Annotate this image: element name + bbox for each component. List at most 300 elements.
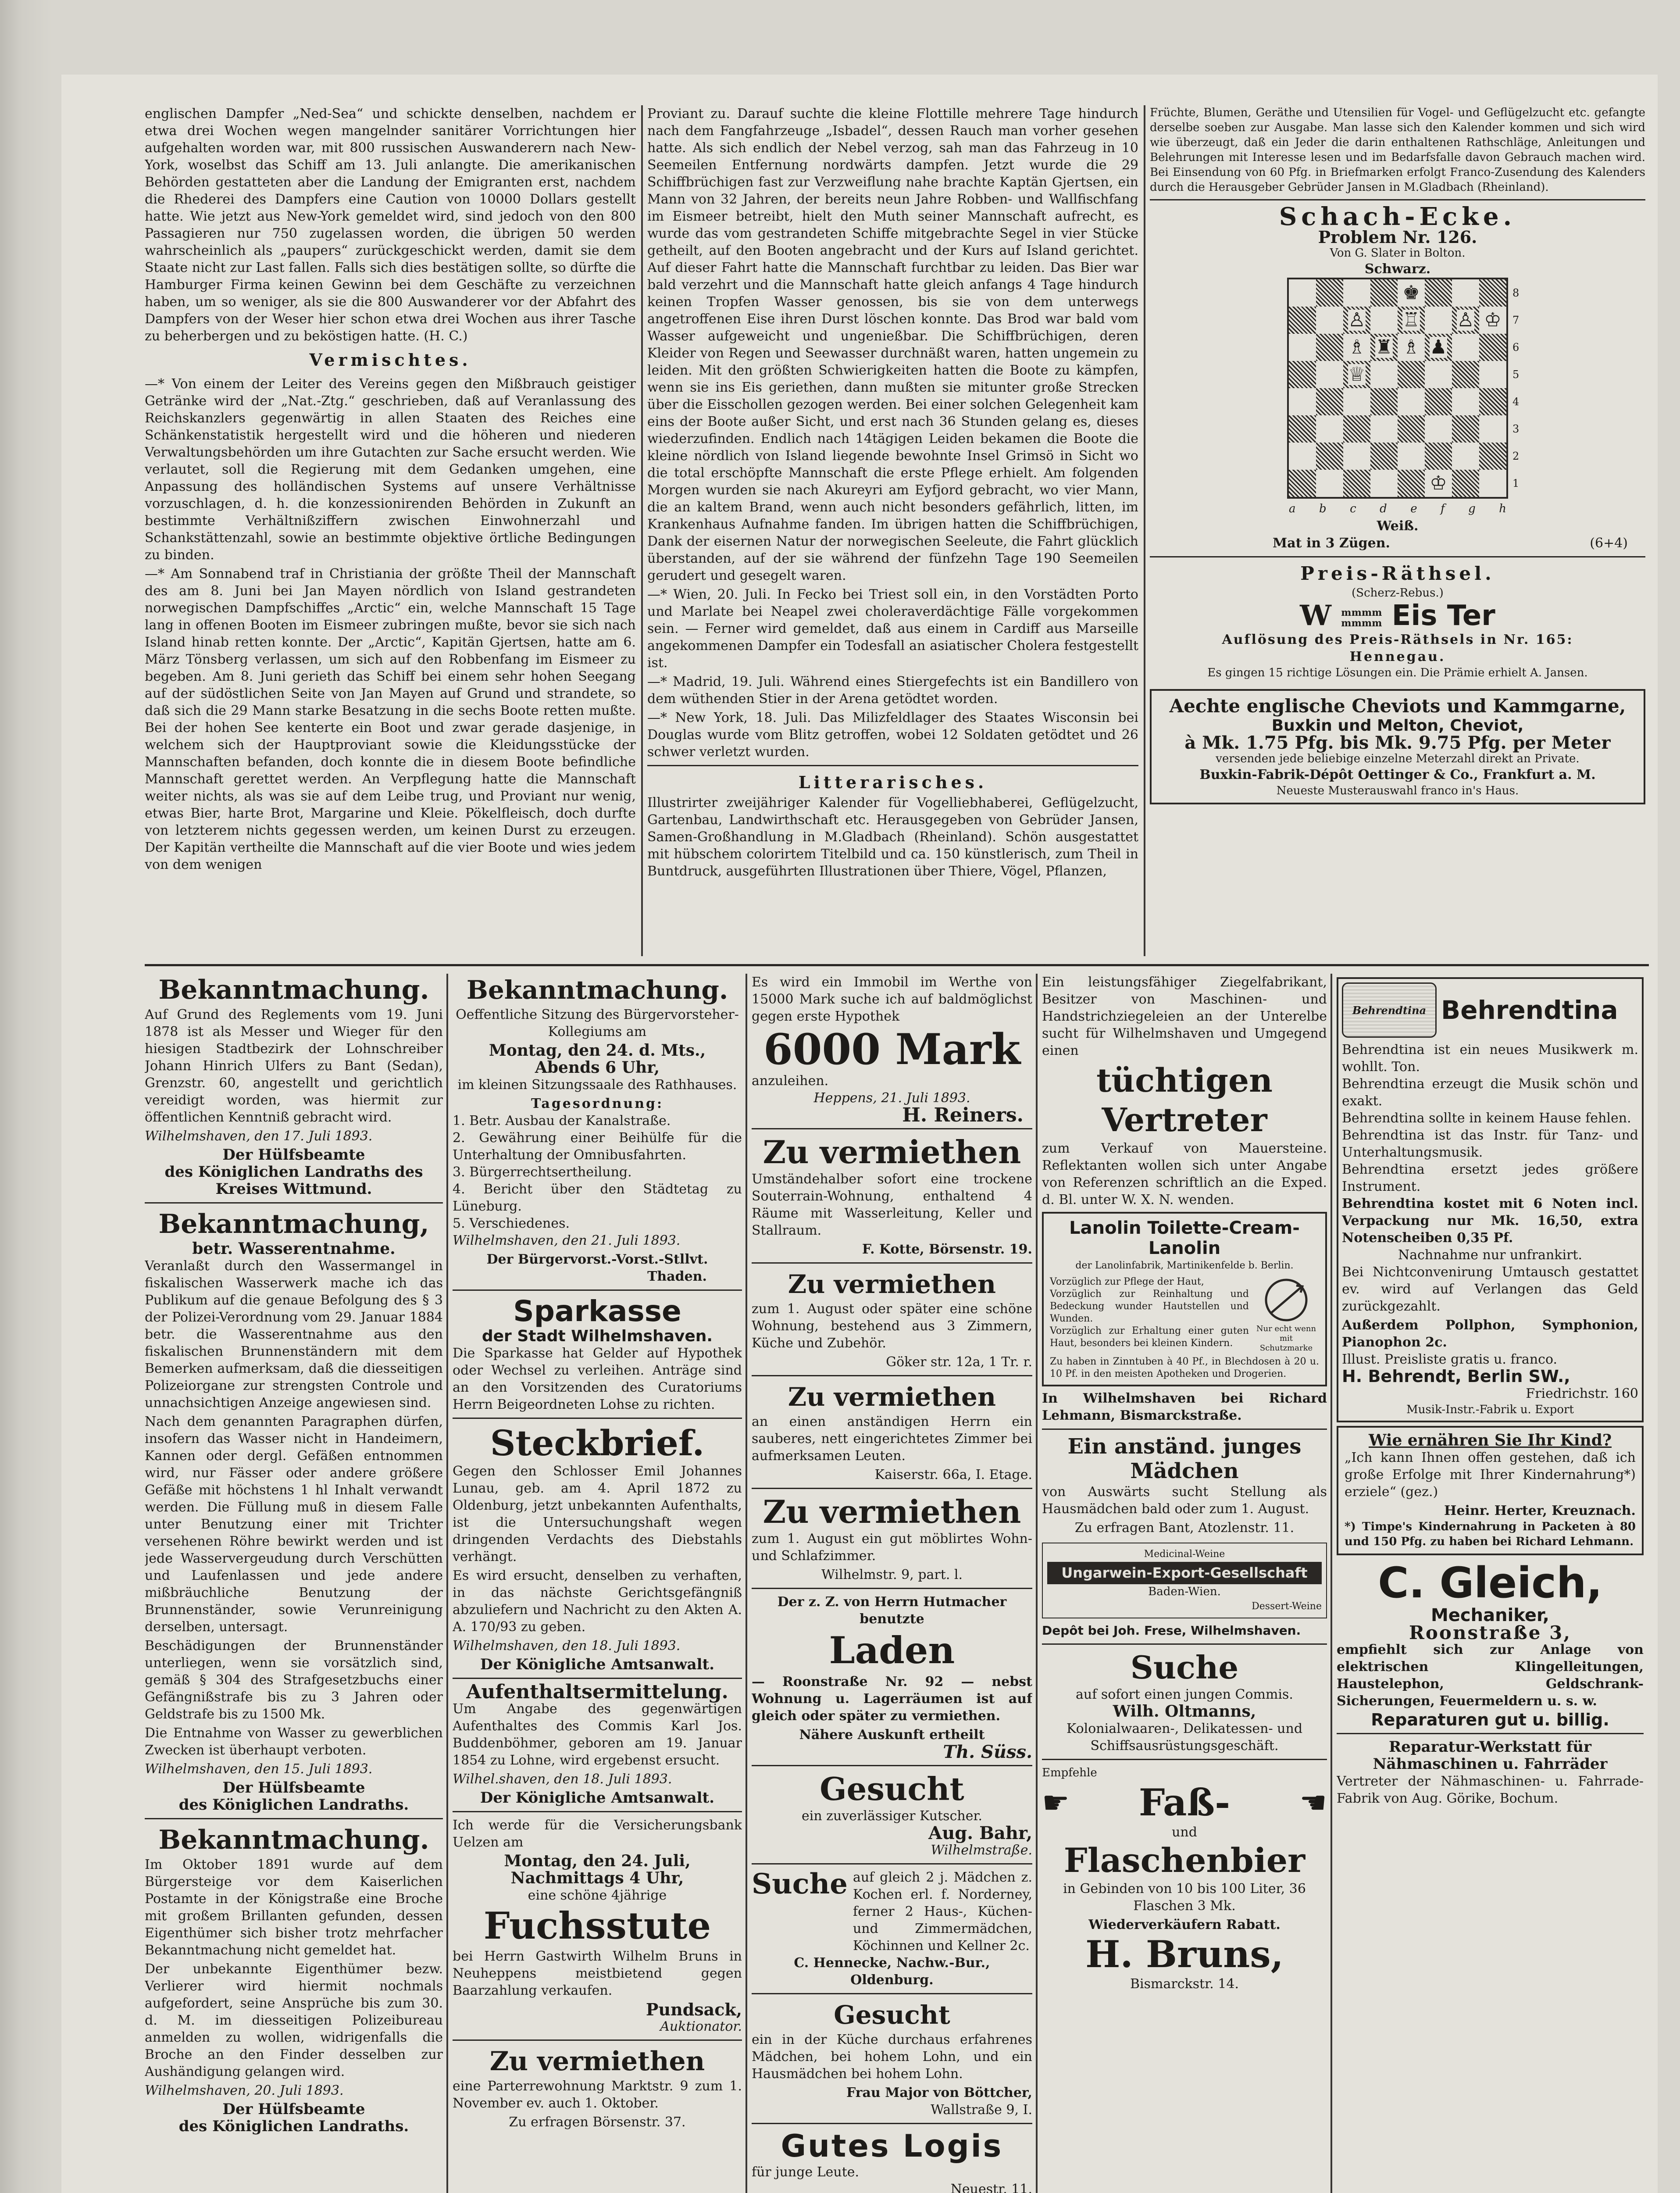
chess-square — [1452, 415, 1479, 443]
gleich-addr: Roonstraße 3, — [1409, 1622, 1571, 1643]
bier-und: und — [1172, 1825, 1197, 1840]
music-box-label: Behrendtina — [1352, 1004, 1427, 1017]
rebus — [1150, 600, 1645, 631]
chess-rank-label: 4 — [1512, 396, 1519, 408]
vermiethen-text: zum 1. August ein gut möblirtes Wohn- und Schlafzimmer. — [752, 1531, 1032, 1564]
chess-square — [1452, 334, 1479, 361]
ungarwein-depot: Depôt bei Joh. Frese, Wilhelmshaven. — [1042, 1623, 1301, 1638]
chess-file-label: c — [1350, 502, 1356, 515]
chess-square — [1370, 415, 1398, 443]
chess-rank-label: 5 — [1512, 368, 1519, 381]
naeh-title: Reparatur-Werkstatt für Nähmaschinen u. Fahrräder — [1373, 1738, 1608, 1773]
gleich-text: empfiehlt sich zur Anlage von elektrischen Klingelleitungen, Haustelephon, Geldschrank-Sicherungen, Feuermeldern u. s. w. — [1337, 1642, 1644, 1709]
behrendtina-line: Behrendtina ist ein neues Musikwerk m. wohllt. Ton. — [1342, 1042, 1638, 1075]
gesucht-signature: Aug. Bahr, — [928, 1823, 1032, 1843]
lanolin-text: Zu haben in Zinntuben à 40 Pf., in Blechdosen à 20 u. 10 Pf. in den meisten Apotheken und Drogerien. — [1050, 1356, 1319, 1379]
chess-file-label: a — [1289, 502, 1296, 515]
chess-square — [1343, 334, 1370, 361]
chess-square — [1425, 307, 1452, 334]
laden-title: Laden — [829, 1629, 955, 1672]
bekanntmachung-signature: des Königlichen Landraths des Kreises Wittmund. — [164, 1163, 423, 1198]
news-item: —* Madrid, 19. Juli. Während eines Stiergefechts ist ein Bandillero von dem wüthenden Stier in der Arena getödtet worden. — [647, 674, 1138, 707]
aufenthalt-text: Um Angabe des gegenwärtigen Aufenthaltes des Commis Karl Jos. Buddenböhmer, geboren am 19. Januar 1854 zu Lohne, wird ergebenst ersucht. — [453, 1701, 742, 1768]
chess-file-label: b — [1319, 502, 1327, 515]
chess-file-label: g — [1468, 502, 1476, 515]
maedchen-title: Ein anständ. junges Mädchen — [1067, 1434, 1302, 1483]
bekanntmachung-signature: Der Hülfsbeamte — [222, 2100, 365, 2118]
column-rule — [1330, 974, 1332, 2193]
chess-square — [1398, 334, 1425, 361]
lanolin-claim: Vorzüglich zur Erhaltung einer guten Haut, besonders bei kleinen Kindern. — [1050, 1325, 1249, 1349]
kind-foot: *) Timpe's Kindernahrung in Packeten à 80 und 150 Pfg. zu haben bei Richard Lehmann. — [1345, 1520, 1636, 1548]
behrendtina-price: Behrendtina kostet mit 6 Noten incl. Verpackung nur Mk. 16,50, extra Notenscheiben 0,35 Pf. — [1342, 1196, 1638, 1246]
chess-square — [1479, 443, 1506, 470]
chess-piece-icon: ♔ — [1430, 472, 1447, 494]
divider — [1042, 1643, 1327, 1645]
behrendtina-text: Illust. Preisliste gratis u. franco. — [1342, 1352, 1558, 1367]
vermiethen-text: zum 1. August oder später eine schöne Wohnung, bestehend aus 3 Zimmern, Küche und Zubehör. — [752, 1301, 1032, 1351]
rebus-w: W — [1300, 599, 1332, 632]
bier-signature: H. Bruns, — [1085, 1932, 1284, 1976]
sitzung-name: Thaden. — [647, 1269, 707, 1284]
chess-file-label: f — [1441, 502, 1445, 515]
chess-piece-icon: ♖ — [1402, 309, 1420, 331]
sitzung-place: im kleinen Sitzungssaale des Rathhauses. — [457, 1077, 737, 1093]
vermischtes-paragraph: —* Am Sonnabend traf in Christiania der größte Theil der Mannschaft des am 8. Juni bei Jan Mayen nördlich von Island gestrandeten norwegischen Dampfschiffes „Arctic“ ein, welche Mannschaft 15 Tage lang in offenen Booten im Eismeer zubringen mußte, bevor sie sich nach Island hinab retten konnte. Der „Arctic“, Kapitän Gjertsen, hatte am 6. März Tönsberg verlassen, um sich auf den Robbenfang im Eismeer zu begeben. Am 8. Juni gerieth das Schiff bei einem sehr hohen Seegang auf der südöstlichen Seite von Jan Mayen auf Grund und strandete, so daß sich die 29 Mann starke Besatzung in die sechs Boote retten mußte. Bei der hohen See kenterte ein Boot und zwar gerade dasjenige, in welchem sich der Hauptproviant sowie die Kleidungsstücke der Mannschaften befanden, doch konnte die in diesem Boote befindliche Mannschaft gerettet werden. An Verpflegung hatte die Mannschaft weiter nichts, als was sie auf dem Leibe trug, und Proviant nur wenig, etwas Bier, harte Brot, Margarine und Kleie. Pökelfleisch, doch durfte von letzterem nichts gegessen werden, um keinen Durst zu erzeugen. Der Kapitän vertheilte die Mannschaft auf die vier Boote und wies jedem von dem wenigen — [145, 566, 636, 872]
chess-file-label: h — [1499, 502, 1506, 515]
top-column-1 — [145, 105, 636, 956]
hypothek-date: Heppens, 21. Juli 1893. — [813, 1090, 970, 1106]
divider — [752, 1375, 1032, 1376]
bekanntmachung-date: Wilhelmshaven, den 17. Juli 1893. — [145, 1129, 373, 1144]
chess-square — [1316, 307, 1343, 334]
vertreter-title: tüchtigen Vertreter — [1096, 1062, 1273, 1139]
behrendtina-text: Außerdem Pollphon, Symphonion, Pianophon 2c. — [1342, 1318, 1638, 1350]
chess-square — [1370, 470, 1398, 497]
gesucht-signature: Frau Major von Böttcher, — [846, 2085, 1032, 2100]
ads-column-3 — [752, 974, 1032, 2193]
divider — [752, 1262, 1032, 1264]
bekanntmachung-signature: des Königlichen Landraths. — [178, 1796, 409, 1814]
chess-square — [1343, 307, 1370, 334]
agenda-item: 3. Bürgerrechtsertheilung. — [453, 1164, 632, 1180]
bekanntmachung-text: Auf Grund des Reglements vom 19. Juni 1878 ist als Messer und Wieger für den hiesigen Stadtbezirk der Lohnschreiber Johann Hinrich Ulfers zu Bant (Sedan), Grenzstr. 60, angestellt und gerichtlich vereidigt worden, was hiermit zur öffentlichen Kenntniß gebracht wird. — [145, 1007, 443, 1125]
chess-piece-icon: ♟ — [1430, 336, 1447, 358]
chess-rank-label: 2 — [1512, 450, 1519, 462]
gleich-reparatur: Reparaturen gut u. billig. — [1371, 1710, 1609, 1729]
cheviot-firm: Buxkin-Fabrik-Dépôt Oettinger & Co., Frankfurt a. M. — [1199, 767, 1596, 782]
chess-square — [1289, 470, 1316, 497]
suche-text: auf sofort einen jungen Commis. — [1076, 1687, 1293, 1702]
chess-rank-label: 3 — [1512, 423, 1519, 435]
suche-signature: Wilh. Oltmanns, — [1113, 1702, 1256, 1721]
sitzung-text: Oeffentliche Sitzung des Bürgervorsteher-Kollegiums am — [456, 1007, 739, 1039]
lanolin-mark-text: Nur echt wenn mit Schutzmarke — [1256, 1324, 1316, 1353]
auktion-text: eine schöne 4jährige — [528, 1888, 667, 1903]
chess-square — [1289, 279, 1316, 307]
raetsel-winners: Es gingen 15 richtige Lösungen ein. Die Prämie erhielt A. Jansen. — [1207, 666, 1588, 679]
sparkasse-text: Die Sparkasse hat Gelder auf Hypothek oder Wechsel zu verleihen. Anträge sind an den Vorsitzenden des Curatoriums Herrn Beigeordneten Lohse zu richten. — [453, 1346, 742, 1412]
ads-column-4 — [1042, 974, 1327, 2193]
steckbrief-signature: Der Königliche Amtsanwalt. — [480, 1656, 715, 1673]
chess-piece-icon: ♗ — [1348, 336, 1366, 358]
behrendtina-line: Behrendtina ist das Instr. für Tanz- und Unterhaltungsmusik. — [1342, 1128, 1638, 1160]
agenda-item: 1. Betr. Ausbau der Kanalstraße. — [453, 1113, 671, 1129]
section-rule — [145, 964, 1649, 966]
raetsel-heading: Preis-Räthsel. — [1300, 563, 1495, 584]
bekanntmachung-signature: des Königlichen Landraths. — [178, 2118, 409, 2135]
music-box-image — [1342, 982, 1437, 1038]
behrendtina-title: Behrendtina — [1441, 995, 1618, 1025]
behrendtina-nachnahme: Nachnahme nur unfrankirt. — [1398, 1247, 1583, 1263]
aufenthalt-title: Aufenthaltsermittelung. — [466, 1681, 728, 1703]
chess-square — [1398, 443, 1425, 470]
vermiethen-title: Zu vermiethen — [489, 2046, 705, 2077]
chess-square — [1479, 470, 1506, 497]
gesucht-addr: Wilhelmstraße. — [931, 1843, 1032, 1858]
auktion-signature: Pundsack, — [646, 2000, 742, 2019]
behrendtina-trade: Musik-Instr.-Fabrik u. Export — [1406, 1403, 1574, 1416]
suche-title: Suche — [1130, 1649, 1239, 1686]
chess-mate-text: Mat in 3 Zügen. — [1273, 536, 1390, 551]
divider — [752, 1863, 1032, 1864]
gesucht-text: ein in der Küche durchaus erfahrenes Mädchen, bei hohem Lohn, und ein Hausmädchen bei hohem Lohn. — [752, 2032, 1032, 2082]
chess-square — [1289, 443, 1316, 470]
chess-square — [1479, 388, 1506, 415]
steckbrief-text: Es wird ersucht, denselben zu verhaften, in das nächste Gerichtsgefängniß abzuliefern und Nachricht zu den Akten A. A. 170/93 zu geben. — [453, 1568, 742, 1635]
behrendtina-line: Behrendtina sollte in keinem Hause fehlen. — [1342, 1111, 1631, 1126]
top-column-2 — [647, 105, 1138, 956]
chess-piece-icon: ♔ — [1484, 309, 1502, 331]
chess-square — [1398, 279, 1425, 307]
pointing-hand-right-icon: ☛ — [1042, 1785, 1070, 1821]
cheviot-line: Buxkin und Melton, Cheviot, — [1271, 717, 1524, 735]
divider — [453, 1289, 742, 1291]
chess-piece-icon: ♙ — [1457, 309, 1474, 331]
vermiethen-addr: Wilhelmstr. 9, part. l. — [821, 1567, 963, 1582]
gesucht-title: Gesucht — [834, 2000, 950, 2030]
sitzung-signature: Der Bürgervorst.-Vorst.-Stllvt. — [486, 1252, 708, 1267]
divider — [453, 1678, 742, 1679]
bekanntmachung-text: Nach dem genannten Paragraphen dürfen, insofern das Wasser nicht in Handeimern, Kannen oder dergl. Gefäßen entnommen wird, nur Fässer oder andere größere Gefäße mit höchstens 1 hl Inhalt verwandt werden. Die Füllung muß in diesem Falle unter Benutzung einer mit Trichter versehenen Röhre bewirkt werden und ist jede Wasservergeudung durch Verschütten und Laufenlassen und jede andere mißbräuchliche Benutzung der Brunnenständer, sowie Verunreinigung derselben, untersagt. — [145, 1414, 443, 1635]
vermischtes-paragraph: —* Von einem der Leiter des Vereins gegen den Mißbrauch geistiger Getränke wird der „Nat.-Ztg.“ geschrieben, daß auf Veranlassung des Reichskanzlers gegenwärtig in allen Staaten des Reiches eine Schänkenstatistik hergestellt wird und die höheren und niederen Verwaltungsbehörden um ihre Gutachten zur Sache ersucht werden. Wie verlautet, soll die Regierung mit dem Gedanken umgehen, eine Anpassung des holländischen Systems auf unsere Verhältnisse vorzuschlagen, d. h. die konzessionirenden Behörden in Zukunft an bestimmte Verhältnißziffern zwischen Einwohnerzahl und Schankstättenzahl, sowie an bestimmte objektive örtliche Bedingungen zu binden. — [145, 376, 636, 563]
vermiethen-title: Zu vermiethen — [763, 1493, 1021, 1530]
suche-business: Kolonialwaaren-, Delikatessen- und Schiffsausrüstungsgeschäft. — [1066, 1721, 1303, 1754]
divider — [1042, 1759, 1327, 1760]
chess-square — [1316, 470, 1343, 497]
divider — [453, 2039, 742, 2041]
bier-text: in Gebinden von 10 bis 100 Liter, 36 Flaschen 3 Mk. — [1063, 1881, 1306, 1914]
behrendtina-text: Bei Nichtconvenirung Umtausch gestattet ev. wird auf Verlangen das Geld zurückgezahlt. — [1342, 1264, 1638, 1314]
vermiethen-title: Zu vermiethen — [788, 1269, 996, 1299]
chess-piece-icon: ♜ — [1375, 336, 1393, 358]
steckbrief-text: Gegen den Schlosser Emil Johannes Lunau, geb. am 4. April 1872 zu Oldenburg, jetzt unbekannten Aufenthalts, ist die Untersuchungshaft wegen dringenden Verdachts des Diebstahls verhängt. — [453, 1464, 742, 1564]
chess-square — [1425, 279, 1452, 307]
lanolin-claim: Vorzüglich zur Reinhaltung und Bedeckung wunder Hautstellen und Wunden. — [1050, 1289, 1249, 1324]
divider — [453, 1811, 742, 1812]
chess-square — [1425, 334, 1452, 361]
chess-square — [1452, 388, 1479, 415]
chess-file-label: e — [1410, 502, 1417, 515]
ungarwein-foot: Dessert-Weine — [1252, 1601, 1322, 1612]
fuchsstute-title: Fuchsstute — [483, 1904, 711, 1947]
vermiethen-title: Zu vermiethen — [763, 1133, 1021, 1171]
pfeilring-trademark — [1253, 1276, 1319, 1353]
suche-title: Suche — [752, 1868, 848, 1900]
chess-square — [1398, 307, 1425, 334]
agenda-item: 4. Bericht über den Städtetag zu Lüneburg. — [453, 1182, 742, 1214]
chess-rank-label: 1 — [1512, 477, 1519, 489]
article-continued: Proviant zu. Darauf suchte die kleine Flottille mehrere Tage hindurch nach dem Fangfahrzeuge „Isbadel“, dessen Rauch man vorher gesehen hatte. Als sich endlich der Nebel verzog, sah man das Fahrzeug in 10 Seemeilen Entfernung nordwärts dampfen. Jetzt wurde die 29 Schiffbrüchigen fast zur Verzweiflung nahe brachte Kaptän Gjertsen, ein Mann von 32 Jahren, der bereits neun Jahre Robben- und Wallfischfang im Eismeer betreibt, hielt den Muth seiner Mannschaft aufrecht, es wurde das vom gestrandeten Schiffe mitgebrachte Segel in vier Stücke getheilt, auf den Booten angebracht und der Kurs auf Island gerichtet. Auf dieser Fahrt hatte die Mannschaft furchtbar zu leiden. Das Bier war bald verzehrt und die Mannschaft hatte gleich anfangs 4 Tage hindurch keinen Tropfen Wasser genossen, bis sie von dem unterwegs angetroffenen Eise ihren Durst löschen konnte. Das Brod war bald vom Wasser aufgeweicht und ungenießbar. Die Schiffbrüchigen, deren Kleider von Regen und Seewasser durchnäßt waren, hatten ungemein zu leiden. Mit den größten Schwierigkeiten hatten die Boote zu kämpfen, wenn sie ins Eis geriethen, dann mußten sie mitunter große Strecken über die Eisschollen gezogen werden. Bei einer solchen Gelegenheit kam eins der Boote außer Sicht, und erst nach 36 Stunden gelang es, dieses wiederzufinden. Endlich nach 14tägigen Leiden bekamen die Boote die kleine nördlich von Island liegende bewohnte Insel Grimsö in Sicht wo die total erschöpfte Mannschaft die erste Pflege erhielt. Am folgenden Morgen wurden sie nach Akureyri am Eyfjord gebracht, wo vier Mann, die an kaltem Brand, wenn auch nicht besonders gefährlich, litten, im Krankenhaus Aufnahme fanden. Im übrigen hatten die Schiffbrüchigen, Dank der eisernen Natur der norwegischen Seeleute, die Fahrt glücklich überstanden, auf der sie während der fünfzehn Tage 190 Seemeilen gerudert und gesegelt waren. — [647, 106, 1138, 583]
pointing-hand-left-icon: ☚ — [1299, 1785, 1327, 1821]
chess-square — [1452, 470, 1479, 497]
divider — [1337, 1733, 1644, 1734]
bier-title: Faß- — [1138, 1781, 1231, 1824]
chess-file-label: d — [1380, 502, 1387, 515]
aufenthalt-date: Wilhel.shaven, den 18. Juli 1893. — [453, 1772, 672, 1787]
chess-square — [1289, 307, 1316, 334]
laden-signature: Th. Süss. — [943, 1742, 1032, 1762]
chess-square — [1343, 361, 1370, 388]
raetsel-subtitle: (Scherz-Rebus.) — [1352, 586, 1444, 600]
hypothek-text: Es wird ein Immobil im Werthe von 15000 Mark suche ich auf baldmöglichst gegen erste Hypothek — [752, 975, 1032, 1024]
vermiethen-addr: Zu erfragen Börsenstr. 37. — [509, 2114, 686, 2130]
chess-square — [1316, 334, 1343, 361]
rebus-mmmm: mmmm mmmm — [1341, 607, 1382, 629]
ungarwein-ad — [1042, 1543, 1327, 1618]
chess-square — [1316, 361, 1343, 388]
chess-square — [1289, 361, 1316, 388]
divider — [1042, 1429, 1327, 1430]
bekanntmachung-title: Bekanntmachung. — [158, 1825, 429, 1855]
chess-square — [1479, 361, 1506, 388]
chess-square — [1316, 279, 1343, 307]
chess-square — [1343, 470, 1370, 497]
chess-square — [1425, 470, 1452, 497]
divider — [752, 2123, 1032, 2124]
maedchen-addr: Zu erfragen Bant, Atozlenstr. 11. — [1074, 1520, 1295, 1536]
kalender-text: Früchte, Blumen, Geräthe und Utensilien für Vogel- und Geflügelzucht etc. gefangte derselbe soeben zur Ausgabe. Man lasse sich den Kalender kommen und sich wird wie überzeugt, daß ein Jeder die darin enthaltenen Rathschläge, Anleitungen und Belehrungen mit Interesse lesen und im Bedarfsfalle davon Gebrauch machen wird. Bei Einsendung von 60 Pfg. in Briefmarken erfolgt Franco-Zusendung des Kalenders durch die Herausgeber Gebrüder Jansen in M.Gladbach (Rheinland). — [1150, 106, 1645, 194]
rebus-eis-ter: Eis Ter — [1391, 600, 1495, 632]
bekanntmachung-date: Wilhelmshaven, 20. Juli 1893. — [145, 2083, 344, 2098]
chess-square — [1370, 334, 1398, 361]
behrendtina-line: Behrendtina ersetzt jedes größere Instrument. — [1342, 1162, 1638, 1194]
chess-board — [1287, 278, 1508, 499]
chess-square — [1343, 443, 1370, 470]
ads-column-5 — [1337, 974, 1644, 2193]
bier-pre: Empfehle — [1042, 1766, 1097, 1779]
chess-piece-count: (6+4) — [1590, 536, 1628, 551]
chess-square — [1316, 415, 1343, 443]
gleich-title: C. Gleich, — [1378, 1558, 1602, 1607]
cheviot-line: Neueste Musterauswahl franco in's Haus. — [1276, 784, 1519, 797]
chess-square — [1479, 334, 1506, 361]
chess-square — [1479, 415, 1506, 443]
kind-text: „Ich kann Ihnen offen gestehen, daß ich große Erfolge mit Ihrer Kindernahrung*) erziele“ (gez.) — [1345, 1450, 1636, 1500]
agenda-heading: Tagesordnung: — [531, 1096, 664, 1111]
sitzung-date: Wilhelmshaven, den 21. Juli 1893. — [453, 1233, 681, 1248]
chess-piece-icon: ♙ — [1348, 309, 1366, 331]
hypothek-text: anzuleihen. — [752, 1073, 829, 1089]
chess-square — [1370, 279, 1398, 307]
pfeilring-icon — [1262, 1276, 1310, 1324]
bekanntmachung-signature: Der Hülfsbeamte — [222, 1779, 365, 1797]
litterarisches-heading: Litterarisches. — [798, 772, 988, 792]
chess-file-labels — [1289, 500, 1506, 518]
sparkasse-subtitle: der Stadt Wilhelmshaven. — [482, 1327, 713, 1345]
vermiethen-addr: Göker str. 12a, 1 Tr. r. — [886, 1354, 1032, 1370]
kind-title: Wie ernähren Sie Ihr Kind? — [1368, 1431, 1612, 1450]
auktion-text: Ich werde für die Versicherungsbank Uelzen am — [453, 1818, 742, 1850]
chess-problem-number: Problem Nr. 126. — [1318, 227, 1477, 247]
chess-piece-icon: ♕ — [1348, 363, 1366, 386]
divider — [647, 765, 1138, 766]
lanolin-title: Lanolin Toilette-Cream- Lanolin — [1069, 1218, 1300, 1258]
steckbrief-date: Wilhelmshaven, den 18. Juli 1893. — [453, 1638, 681, 1654]
divider — [752, 1993, 1032, 1994]
lanolin-ad — [1042, 1212, 1327, 1386]
vermiethen-title: Zu vermiethen — [788, 1382, 996, 1412]
sitzung-day: Montag, den 24. d. Mts., — [489, 1041, 706, 1060]
chess-square — [1479, 279, 1506, 307]
gesucht-addr: Wallstraße 9, I. — [931, 2102, 1032, 2118]
agenda-item: 5. Verschiedenes. — [453, 1216, 570, 1231]
aufenthalt-signature: Der Königliche Amtsanwalt. — [480, 1789, 715, 1807]
kind-signature: Heinr. Herter, Kreuznach. — [1444, 1503, 1636, 1518]
auktion-time: Nachmittags 4 Uhr, — [510, 1869, 684, 1887]
bekanntmachung-signature: Der Hülfsbeamte — [222, 1146, 365, 1164]
raetsel-solution: Hennegau. — [1349, 649, 1446, 664]
bekanntmachung-text: Im Oktober 1891 wurde auf dem Bürgersteige vor dem Kaiserlichen Postamte in der Königstraße eine Broche mit großem Brillanten gefunden, dessen Eigenthümer sich bisher trotz mehrfacher Bekanntmachung nicht gemeldet hat. — [145, 1857, 443, 1958]
ziegel-text: zum Verkauf von Mauersteine. Reflektanten wollen sich unter Angabe von Referenzen schriftlich an die Exped. d. Bl. unter W. X. N. wenden. — [1042, 1141, 1327, 1207]
lanolin-subtitle: der Lanolinfabrik, Martinikenfelde b. Berlin. — [1075, 1260, 1294, 1271]
divider — [453, 1418, 742, 1419]
chess-square — [1425, 388, 1452, 415]
chess-square — [1398, 415, 1425, 443]
cheviot-price: à Mk. 1.75 Pfg. bis Mk. 9.75 Pfg. per Meter — [1184, 732, 1611, 753]
cheviot-ad — [1150, 689, 1645, 804]
kindernahrung-ad — [1337, 1426, 1644, 1555]
chess-square — [1289, 334, 1316, 361]
book-spine-shadow — [0, 0, 53, 2193]
news-item: —* Wien, 20. Juli. In Fecko bei Triest soll ein, in den Vorstädten Porto und Marlate bei Neapel zwei choleraverdächtige Fälle vorgekommen sein. — Ferner wird gemeldet, daß aus einem in Cardiff aus Marseille angekommenen Dampfer ein Todesfall an asiatischer Cholera festgestellt ist. — [647, 587, 1138, 671]
chess-square — [1316, 443, 1343, 470]
bekanntmachung-title: Bekanntmachung, — [158, 1209, 429, 1239]
chess-square — [1370, 443, 1398, 470]
chess-square — [1452, 307, 1479, 334]
behrendtina-banner — [1342, 982, 1638, 1038]
vermiethen-text: eine Parterrewohnung Marktstr. 9 zum 1. November ev. auch 1. Oktober. — [453, 2079, 742, 2111]
chess-heading: Schach-Ecke. — [1279, 202, 1516, 231]
laden-info: Nähere Auskunft ertheilt — [799, 1727, 985, 1743]
chess-square — [1370, 307, 1398, 334]
hypothek-amount: 6000 Mark — [763, 1025, 1021, 1074]
chess-square — [1398, 388, 1425, 415]
column-rule — [745, 974, 747, 2193]
chess-square — [1370, 361, 1398, 388]
chess-black-label: Schwarz. — [1364, 261, 1431, 277]
behrendtina-ad — [1337, 977, 1644, 1422]
chess-square — [1316, 388, 1343, 415]
chess-rank-labels — [1512, 279, 1523, 497]
ads-column-1 — [145, 974, 443, 2193]
chess-rank-label: 6 — [1512, 341, 1519, 354]
behrendtina-addr: Friedrichstr. 160 — [1526, 1386, 1638, 1401]
behrendtina-line: Behrendtina erzeugt die Musik schön und exakt. — [1342, 1076, 1638, 1109]
logis-title: Gutes Logis — [781, 2128, 1003, 2164]
chess-square — [1289, 388, 1316, 415]
chess-piece-icon: ♗ — [1402, 336, 1420, 358]
vermiethen-signature: F. Kotte, Börsenstr. 19. — [862, 1242, 1032, 1257]
raetsel-solution-line: Auflösung des Preis-Räthsels in Nr. 165: — [1222, 632, 1573, 647]
column-rule — [1144, 105, 1145, 956]
chess-diagram — [1275, 278, 1520, 518]
auktion-role: Auktionator. — [660, 2019, 742, 2034]
chess-square — [1452, 443, 1479, 470]
chess-square — [1398, 361, 1425, 388]
bekanntmachung-text: Die Entnahme von Wasser zu gewerblichen Zwecken ist überhaupt verboten. — [145, 1725, 443, 1758]
vermischtes-heading: Vermischtes. — [309, 350, 471, 370]
logis-addr: Neuestr. 11. — [950, 2182, 1032, 2193]
divider — [752, 1488, 1032, 1489]
chess-rank-label: 8 — [1512, 287, 1519, 299]
chess-rank-label: 7 — [1512, 314, 1519, 326]
bier-addr: Bismarckstr. 14. — [1130, 1976, 1239, 1992]
sparkasse-title: Sparkasse — [513, 1294, 681, 1328]
vermiethen-text: Umständehalber sofort eine trockene Souterrain-Wohnung, enthaltend 4 Räume mit Wasserleitung, Keller und Stallraum. — [752, 1172, 1032, 1238]
vermiethen-addr: Kaiserstr. 66a, I. Etage. — [874, 1467, 1032, 1482]
logis-text: für junge Leute. — [752, 2164, 860, 2180]
chess-square — [1343, 279, 1370, 307]
chess-square — [1425, 415, 1452, 443]
top-column-3 — [1150, 105, 1645, 956]
divider — [145, 1202, 443, 1204]
gesucht-title: Gesucht — [820, 1770, 964, 1807]
agenda-item: 2. Gewährung einer Beihülfe für die Unterhaltung der Omnibusfahrten. — [453, 1130, 742, 1163]
behrendtina-firm: H. Behrendt, Berlin SW., — [1342, 1367, 1570, 1386]
hypothek-signature: H. Reiners. — [902, 1104, 1024, 1126]
laden-text: — Roonstraße Nr. 92 — nebst Wohnung u. Lagerräumen ist auf gleich oder später zu vermiethen. — [752, 1674, 1032, 1724]
gleich-subtitle: Mechaniker, — [1431, 1605, 1549, 1625]
chess-square — [1370, 388, 1398, 415]
sitzung-title: Bekanntmachung. — [466, 975, 728, 1005]
chess-square — [1425, 443, 1452, 470]
litterarisches-text: Illustrirter zweijähriger Kalender für Vogelliebhaberei, Geflügelzucht, Gartenbau, Landwirthschaft etc. Herausgegeben von Gebrüder Jansen, Samen-Großhandlung in M.Gladbach (Rheinland). Schön ausgestattet mit hübschem colorirtem Titelbild und ca. 150 künstlerisch, zum Theil in Buntdruck, ausgeführten Illustrationen über Thiere, Vögel, Pflanzen, — [647, 795, 1138, 879]
bekanntmachung-date: Wilhelmshaven, den 15. Juli 1893. — [145, 1761, 373, 1777]
divider — [752, 1128, 1032, 1129]
ziegel-text: Ein leistungsfähiger Ziegelfabrikant, Besitzer von Maschinen- und Handstrichziegeleien an der Unterelbe sucht für Wilhelmshaven und Umgegend einen — [1042, 975, 1327, 1058]
chess-square — [1343, 388, 1370, 415]
sitzung-time: Abends 6 Uhr, — [535, 1058, 660, 1077]
divider — [145, 1818, 443, 1819]
cheviot-title: Aechte englische Cheviots und Kammgarne, — [1169, 695, 1626, 717]
bekanntmachung-subtitle: betr. Wasserentnahme. — [192, 1239, 396, 1258]
chess-square — [1289, 415, 1316, 443]
ungarwein-subtitle: Medicinal-Weine — [1144, 1549, 1225, 1560]
laden-pre: Der z. Z. von Herrn Hutmacher benutzte — [777, 1594, 1007, 1627]
chess-author: Von G. Slater in Bolton. — [1330, 246, 1466, 260]
column-rule — [641, 105, 643, 956]
chess-square — [1425, 361, 1452, 388]
column-rule — [1036, 974, 1038, 2193]
suche-signature: C. Hennecke, Nachw.-Bur., Oldenburg. — [794, 1955, 990, 1988]
chess-square — [1343, 415, 1370, 443]
divider — [1150, 556, 1645, 557]
chess-square — [1452, 279, 1479, 307]
ungarwein-title: Ungarwein-Export-Gesellschaft — [1047, 1562, 1322, 1584]
maedchen-text: von Auswärts sucht Stellung als Hausmädchen bald oder zum 1. August. — [1042, 1484, 1327, 1517]
chess-white-label: Weiß. — [1377, 518, 1419, 534]
